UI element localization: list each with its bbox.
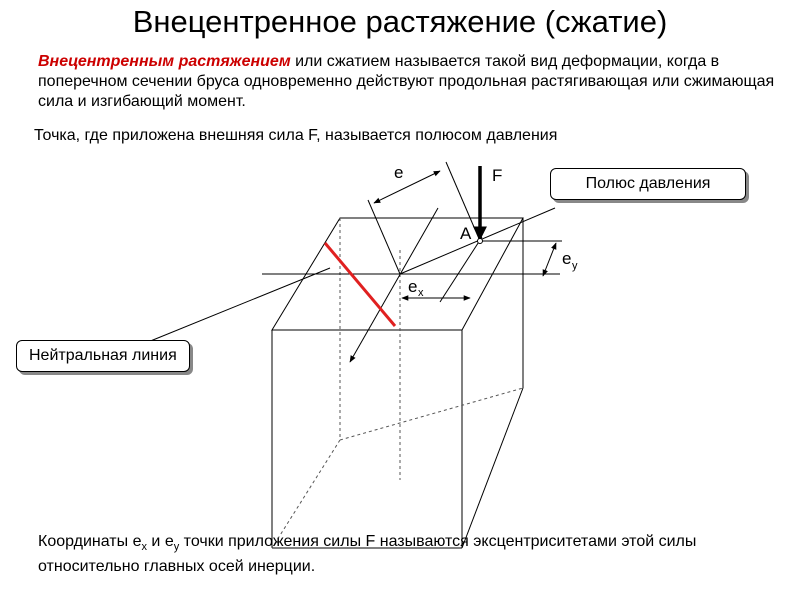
pole-sentence: Точка, где приложена внешняя сила F, называется полюсом давления (34, 127, 558, 144)
label-A: A (460, 224, 472, 243)
label-ex: e (408, 277, 418, 296)
label-ex-sub: x (418, 287, 424, 299)
page-title: Внецентренное растяжение (сжатие) (132, 4, 668, 39)
pole-callout: Полюс давления (550, 168, 746, 200)
pole-point (478, 239, 483, 244)
footer-sub-y: y (173, 541, 180, 554)
ey-dimension-arrow (543, 243, 556, 276)
definition-term: Внецентренным растяжением (38, 53, 291, 70)
y-axis (350, 208, 438, 362)
cube-hidden-bottom-back (340, 388, 523, 440)
definition-text: или сжатием называется такой вид деформации, когда в поперечном сечении бруса одновременно действуют продольная растягивающая или сжимающая сила и изгибающий момент. (38, 53, 775, 110)
footer-text-3: точки приложения силы F называются эксцентриситетами этой силы относительно главных осей инерции. (38, 533, 697, 576)
label-ey-sub: y (572, 260, 578, 272)
footer-text-1: Координаты e (38, 533, 142, 550)
footer-text-2: и e (146, 533, 174, 550)
neutral-line-callout: Нейтральная линия (16, 340, 190, 372)
label-F: F (492, 166, 503, 185)
label-ey: e (562, 249, 572, 268)
ex-reference-line (440, 237, 482, 302)
neutral-line-leader (148, 268, 330, 342)
e-extension-left (368, 200, 400, 274)
footer-sub-x: x (141, 541, 147, 554)
cube-bottom-right-edge (462, 388, 523, 548)
neutral-line (325, 243, 395, 326)
label-e: e (394, 163, 404, 182)
footer-paragraph (38, 532, 738, 577)
e-dimension-arrow (374, 171, 440, 203)
